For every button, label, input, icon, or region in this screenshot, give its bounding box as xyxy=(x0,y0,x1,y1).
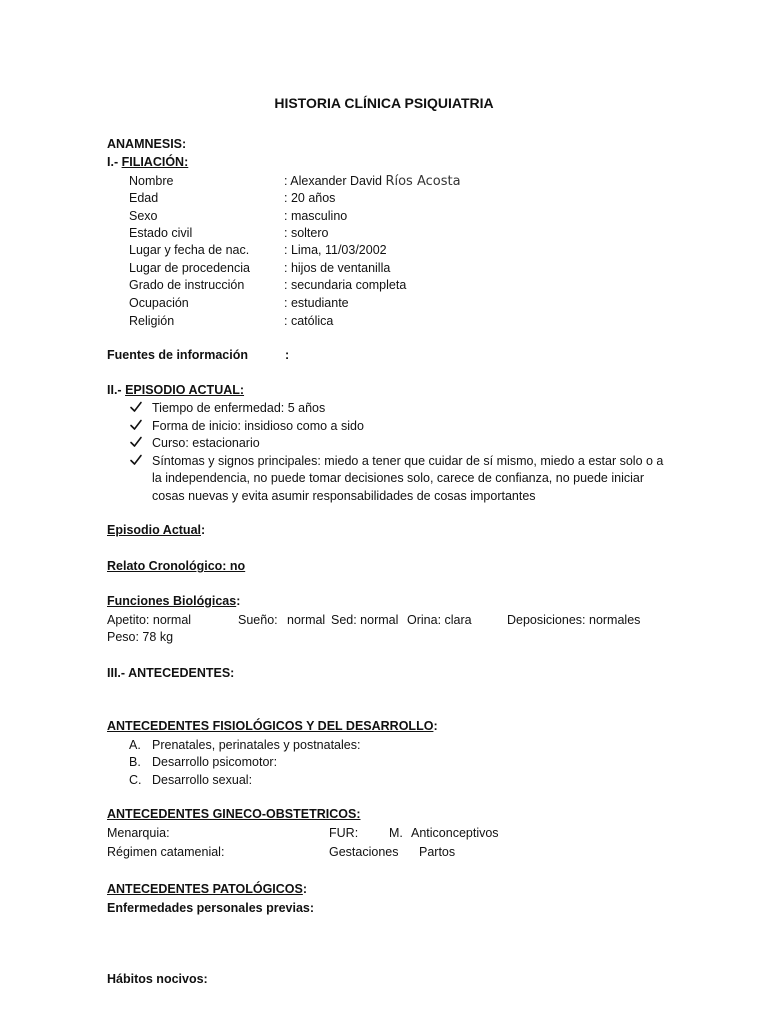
field-label-lugar-fecha-nac: Lugar y fecha de nac. xyxy=(129,243,250,257)
filiacion-heading xyxy=(107,154,188,170)
field-value-estado-civil: : soltero xyxy=(284,226,329,240)
fisiologicos-colon: : xyxy=(433,719,438,733)
funciones-sueno-label: Sueño: xyxy=(238,613,278,627)
anamnesis-heading: ANAMNESIS: xyxy=(107,137,187,151)
field-value-sexo: : masculino xyxy=(284,209,348,223)
field-value-edad: : 20 años xyxy=(284,191,336,205)
funciones-colon: : xyxy=(236,594,241,608)
field-label-instruccion: Grado de instrucción xyxy=(129,278,245,292)
habitos-nocivos: Hábitos nocivos: xyxy=(107,972,208,986)
gineco-heading: ANTECEDENTES GINECO-OBSTETRICOS: xyxy=(107,807,361,821)
patologicos-label: ANTECEDENTES PATOLÓGICOS xyxy=(107,882,303,896)
gineco-partos: Partos xyxy=(419,845,456,859)
episodio-item-sintomas-line1: Síntomas y signos principales: miedo a tener que cuidar de sí mismo, miedo a estar solo o a xyxy=(152,454,664,468)
gineco-gestaciones: Gestaciones xyxy=(329,845,399,859)
field-value-procedencia: : hijos de ventanilla xyxy=(284,261,391,275)
funciones-orina: Orina: clara xyxy=(407,613,472,627)
episodio-title: EPISODIO ACTUAL: xyxy=(125,383,245,397)
funciones-deposiciones: Deposiciones: normales xyxy=(507,613,641,627)
funciones-apetito: Apetito: normal xyxy=(107,613,192,627)
episodio-prefix: II.- xyxy=(107,383,126,397)
checkmark-icon xyxy=(129,418,143,432)
field-label-nombre: Nombre xyxy=(129,174,174,188)
gineco-m: M. xyxy=(389,826,403,840)
gineco-menarquia: Menarquia: xyxy=(107,826,170,840)
field-value-religion: : católica xyxy=(284,314,334,328)
fisiologicos-item-psicomotor: Desarrollo psicomotor: xyxy=(152,755,278,769)
fuentes-label: Fuentes de información xyxy=(107,348,248,362)
episodio-actual-heading xyxy=(107,382,244,398)
funciones-peso: Peso: 78 kg xyxy=(107,630,174,644)
funciones-label: Funciones Biológicas xyxy=(107,594,237,608)
field-label-procedencia: Lugar de procedencia xyxy=(129,261,250,275)
field-label-sexo: Sexo xyxy=(129,209,158,223)
fisiologicos-label: ANTECEDENTES FISIOLÓGICOS Y DEL DESARROLLO xyxy=(107,719,434,733)
checkmark-icon xyxy=(129,453,143,467)
field-label-estado-civil: Estado civil xyxy=(129,226,193,240)
nombre-value-extra: Ríos Acosta xyxy=(385,174,461,189)
episodio-item-sintomas-line3: cosas nuevas y evita asumir responsabilidades de cosas importantes xyxy=(152,489,536,503)
fisiologicos-item-prenatales: Prenatales, perinatales y postnatales: xyxy=(152,738,361,752)
funciones-sed: Sed: normal xyxy=(331,613,399,627)
field-label-religion: Religión xyxy=(129,314,175,328)
fisiologicos-item-sexual: Desarrollo sexual: xyxy=(152,773,253,787)
fisiologicos-letter-b: B. xyxy=(129,755,141,769)
patologicos-heading xyxy=(107,881,307,897)
antecedentes-heading: III.- ANTECEDENTES: xyxy=(107,666,235,680)
document-title: HISTORIA CLÍNICA PSIQUIATRIA xyxy=(274,95,494,111)
checkmark-icon xyxy=(129,400,143,414)
field-value-lugar-fecha-nac: : Lima, 11/03/2002 xyxy=(284,243,387,257)
funciones-heading xyxy=(107,593,240,609)
fuentes-value: : xyxy=(285,348,290,362)
filiacion-prefix: I.- xyxy=(107,155,122,169)
checkmark-icon xyxy=(129,435,143,449)
episodio-item-sintomas-line2: la independencia, no puede tomar decisiones solo, carece de confianza, no puede iniciar xyxy=(152,471,644,485)
patologicos-enfermedades: Enfermedades personales previas: xyxy=(107,901,315,915)
episodio-actual-subheading xyxy=(107,522,205,538)
episodio-actual-sub-colon: : xyxy=(201,523,206,537)
nombre-value: : Alexander David xyxy=(284,174,386,188)
funciones-sueno-value: normal xyxy=(287,613,326,627)
episodio-item-curso: Curso: estacionario xyxy=(152,436,260,450)
fisiologicos-letter-c: C. xyxy=(129,773,142,787)
fisiologicos-heading xyxy=(107,718,438,734)
relato-cronologico: Relato Cronológico: no xyxy=(107,559,246,573)
filiacion-title: FILIACIÓN: xyxy=(121,155,189,169)
episodio-item-forma-inicio: Forma de inicio: insidioso como a sido xyxy=(152,419,364,433)
gineco-regimen: Régimen catamenial: xyxy=(107,845,225,859)
gineco-anticonceptivos: Anticonceptivos xyxy=(411,826,499,840)
field-label-edad: Edad xyxy=(129,191,159,205)
gineco-fur: FUR: xyxy=(329,826,359,840)
field-label-ocupacion: Ocupación xyxy=(129,296,189,310)
episodio-actual-sub-label: Episodio Actual xyxy=(107,523,201,537)
fisiologicos-letter-a: A. xyxy=(129,738,141,752)
episodio-item-tiempo: Tiempo de enfermedad: 5 años xyxy=(152,401,326,415)
field-value-ocupacion: : estudiante xyxy=(284,296,349,310)
patologicos-colon: : xyxy=(302,882,308,896)
field-value-instruccion: : secundaria completa xyxy=(284,278,407,292)
field-value-nombre xyxy=(284,173,461,190)
